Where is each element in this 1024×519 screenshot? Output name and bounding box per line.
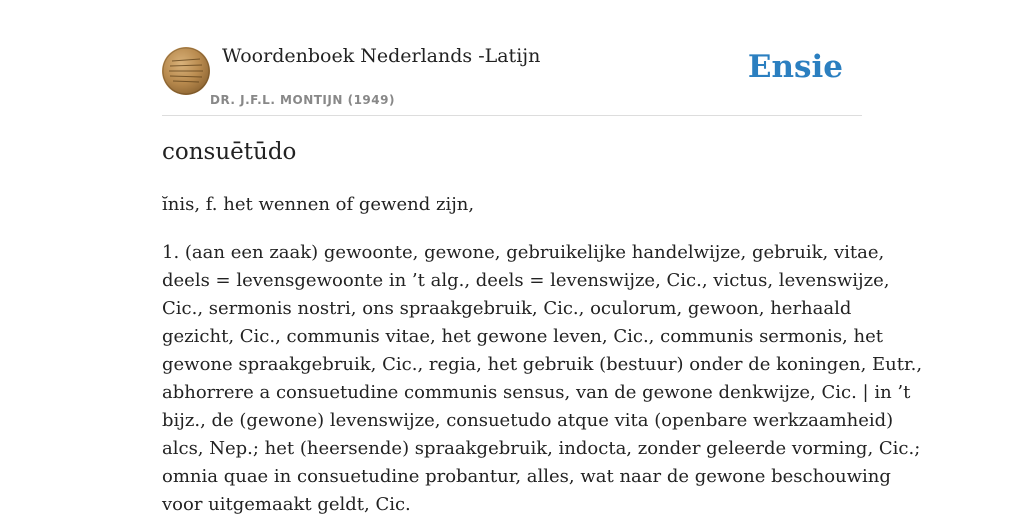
coin-inscription-icon: [162, 47, 210, 95]
entry-definition: [162, 239, 923, 519]
definition-line: omnia quae in consuetudine probantur, alles, wat naar de gewone beschouwing: [162, 466, 891, 487]
page-container: [162, 0, 923, 515]
definition-line: gezicht, Cic., communis vitae, het gewone leven, Cic., communis sermonis, het: [162, 326, 883, 347]
definition-line: bijz., de (gewone) levenswijze, consuetudo atque vita (openbare werkzaamheid): [162, 410, 894, 431]
entry-grammar: ĭnis, f. het wennen of gewend zijn,: [162, 194, 475, 215]
book-author: DR. J.F.L. MONTIJN (1949): [210, 93, 395, 107]
definition-line: deels = levensgewoonte in ’t alg., deels = levenswijze, Cic., victus, levenswijze,: [162, 270, 890, 291]
definition-line: 1. (aan een zaak) gewoonte, gewone, gebruikelijke handelwijze, gebruik, vitae,: [162, 242, 885, 263]
definition-line: alcs, Nep.; het (heersende) spraakgebruik, indocta, zonder geleerde vorming, Cic.;: [162, 438, 921, 459]
definition-line: gewone spraakgebruik, Cic., regia, het gebruik (bestuur) onder de koningen, Eutr.,: [162, 354, 923, 375]
definition-line: abhorrere a consuetudine communis sensus, van de gewone denkwijze, Cic. | in ’t: [162, 382, 911, 403]
book-title[interactable]: Woordenboek Nederlands -Latijn: [222, 45, 541, 67]
coin-icon[interactable]: [162, 47, 210, 95]
definition-line: Cic., sermonis nostri, ons spraakgebruik, Cic., oculorum, gewoon, herhaald: [162, 298, 852, 319]
definition-line: voor uitgemaakt geldt, Cic.: [162, 494, 411, 515]
headword-text: consuētūdo: [162, 139, 297, 165]
brand-logo[interactable]: Ensie: [747, 49, 843, 85]
entry-headword: [162, 139, 296, 165]
book-header: [162, 0, 862, 116]
